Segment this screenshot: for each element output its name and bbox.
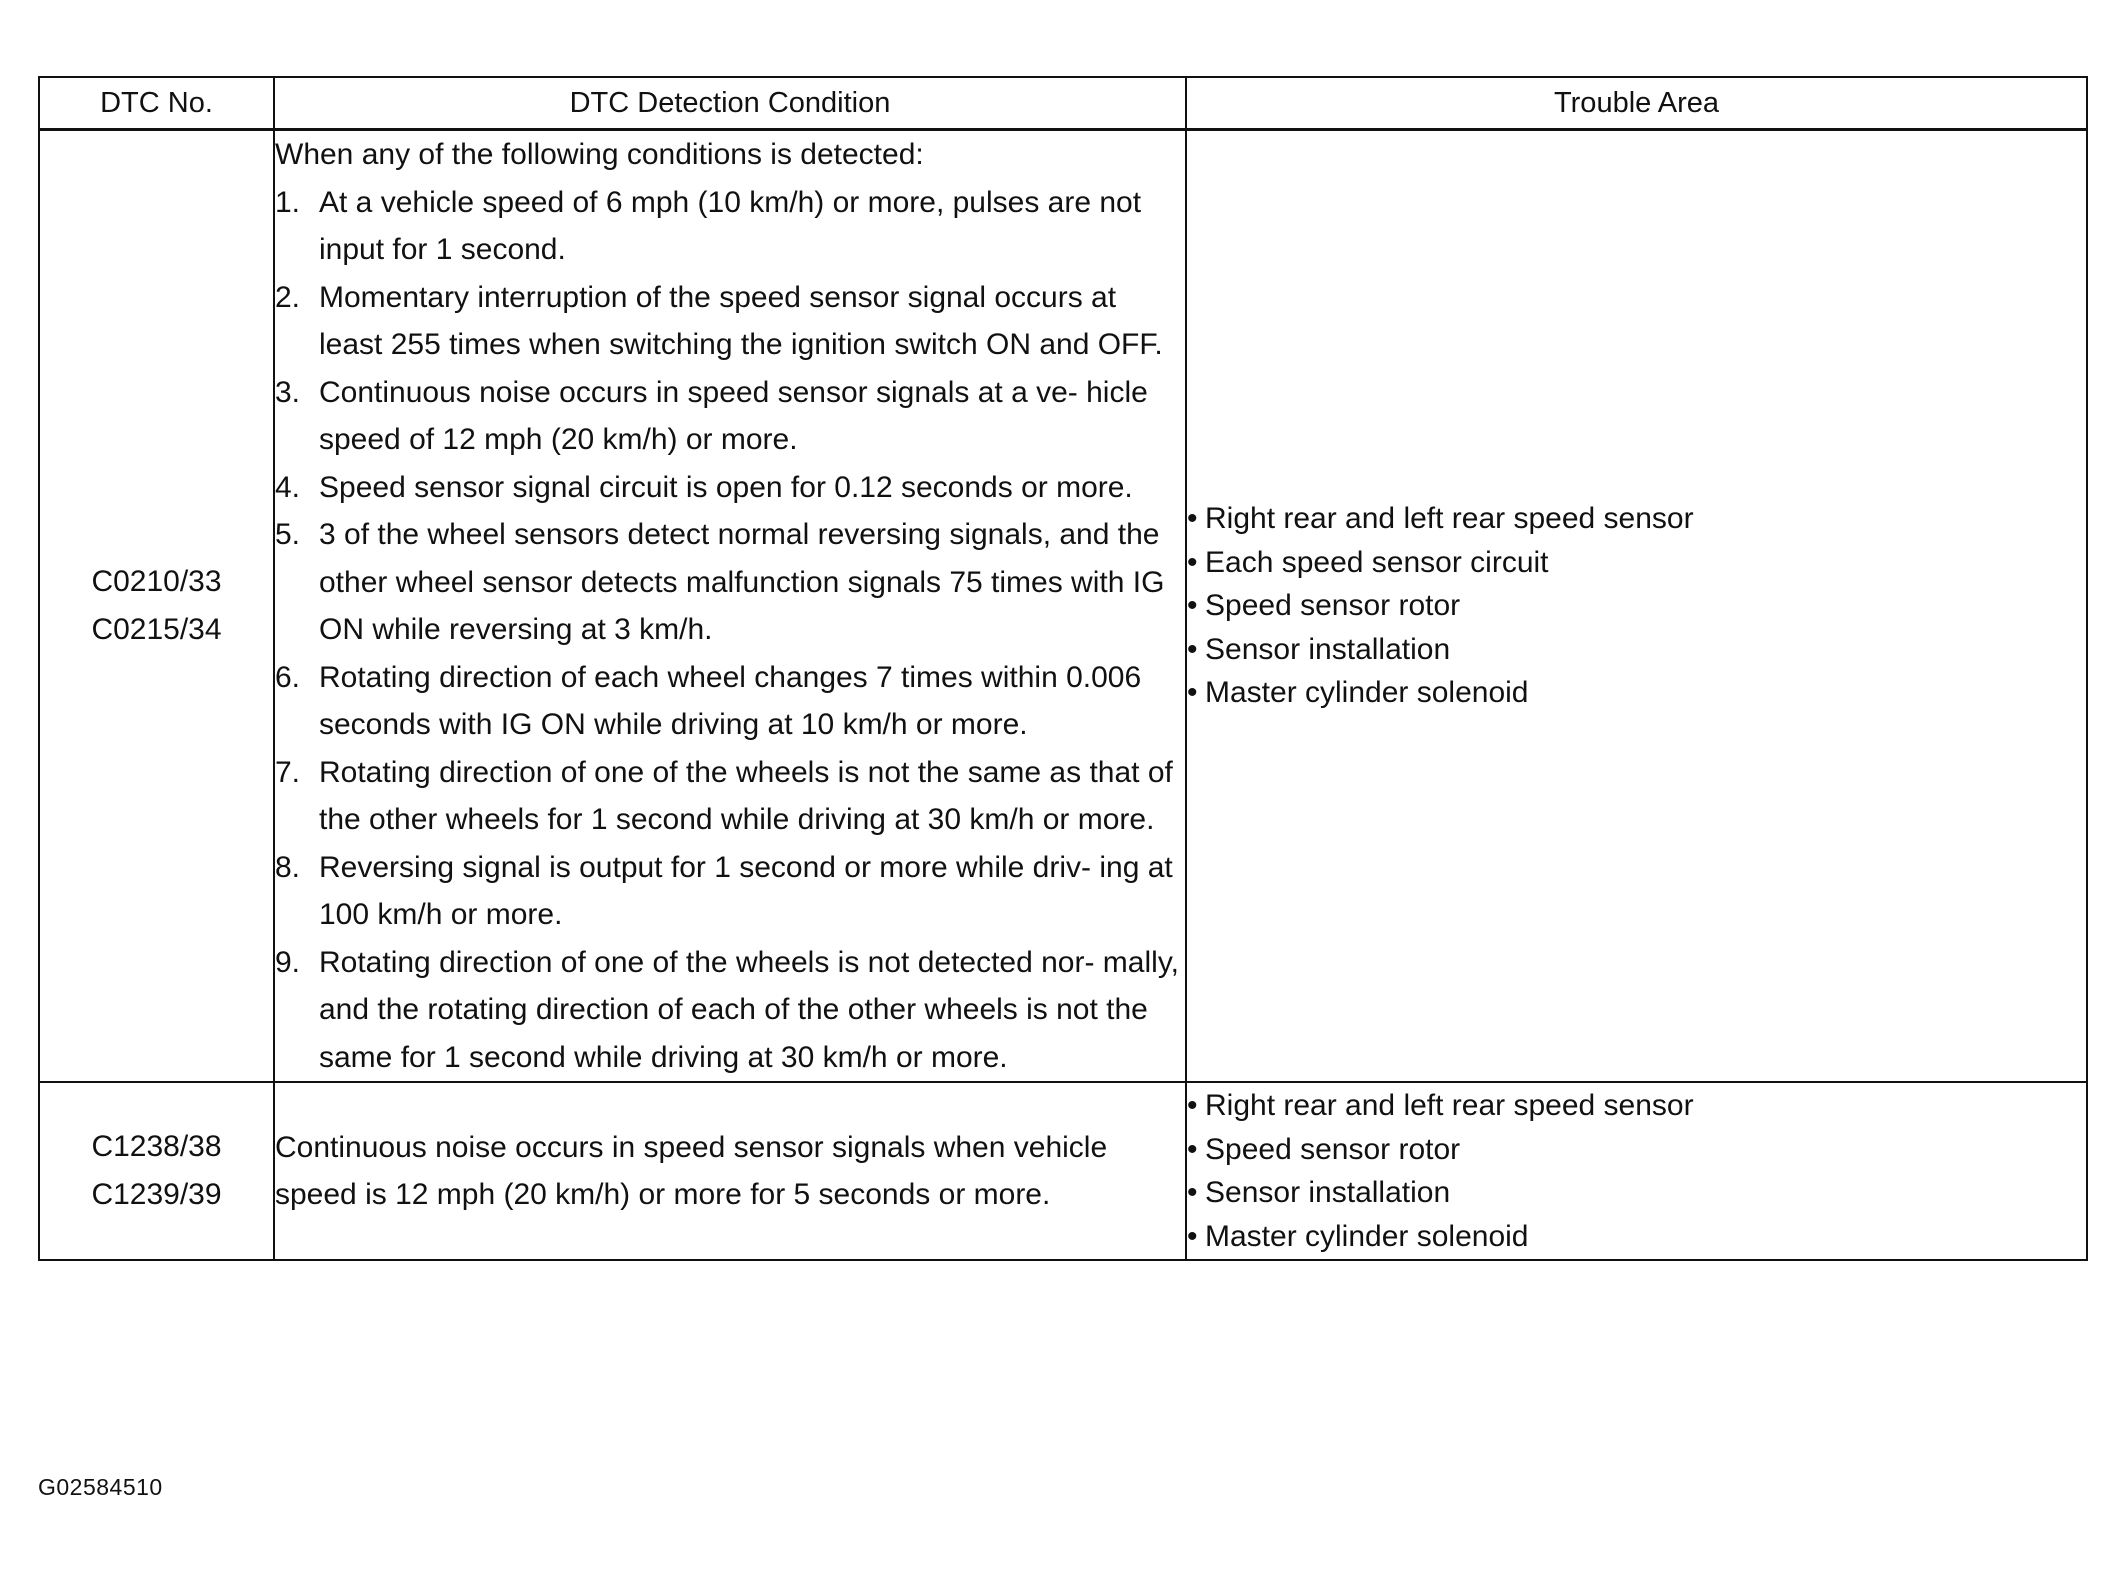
list-item bbox=[275, 274, 1185, 369]
list-item-text: At a vehicle speed of 6 mph (10 km/h) or more, pulses are not input for 1 second. bbox=[319, 185, 1142, 266]
figure-id: G02584510 bbox=[38, 1474, 163, 1500]
list-item-number: 4. bbox=[275, 470, 301, 504]
header-detection-condition: DTC Detection Condition bbox=[274, 77, 1186, 130]
list-item-number: 7. bbox=[275, 755, 301, 789]
dtc-code: C1238/38 bbox=[91, 1130, 222, 1163]
list-item-text: Rotating direction of one of the wheels is not the same as that of the other wheels for 1 second while driving at 30 km/h or more. bbox=[319, 755, 1173, 836]
list-item-number: 5. bbox=[275, 518, 301, 551]
trouble-area-item: • Master cylinder solenoid bbox=[1187, 1215, 2086, 1259]
trouble-area-item: • Speed sensor rotor bbox=[1187, 584, 2086, 628]
list-item bbox=[275, 749, 1185, 844]
trouble-area-item: • Sensor installation bbox=[1187, 628, 2086, 672]
list-item-number: 8. bbox=[275, 850, 301, 884]
trouble-area-item: • Master cylinder solenoid bbox=[1187, 671, 2086, 715]
list-item-text: Speed sensor signal circuit is open for 0.12 seconds or more. bbox=[319, 470, 1133, 504]
list-item-text: Momentary interruption of the speed sensor signal occurs at least 255 times when switching the ignition switch ON and OFF. bbox=[319, 280, 1163, 361]
detection-condition-cell: Continuous noise occurs in speed sensor signals when vehicle speed is 12 mph (20 km/h) or more for 5 seconds or more. bbox=[274, 1082, 1186, 1260]
list-item-text: Rotating direction of one of the wheels is not detected nor- mally, and the rotating direction of each of the other wheels is not the same for 1 second while driving at 30 km/h or more. bbox=[319, 945, 1179, 1074]
list-item bbox=[275, 654, 1185, 749]
trouble-area-item: • Right rear and left rear speed sensor bbox=[1187, 497, 2086, 541]
header-trouble-area: Trouble Area bbox=[1186, 77, 2087, 130]
list-item bbox=[275, 369, 1185, 464]
list-item-number: 2. bbox=[275, 280, 301, 314]
list-item-number: 6. bbox=[275, 660, 301, 694]
dtc-table-container bbox=[38, 76, 2086, 1261]
list-item-text: Reversing signal is output for 1 second or more while driv- ing at 100 km/h or more. bbox=[319, 850, 1173, 931]
trouble-area-item: • Speed sensor rotor bbox=[1187, 1128, 2086, 1172]
trouble-area-item: • Right rear and left rear speed sensor bbox=[1187, 1084, 2086, 1128]
dtc-table bbox=[38, 76, 2088, 1261]
trouble-area-list bbox=[1187, 497, 2086, 715]
list-item-text: Rotating direction of each wheel changes 7 times within 0.006 seconds with IG ON while driving at 10 km/h or more. bbox=[319, 660, 1142, 741]
list-item bbox=[275, 179, 1185, 274]
list-item bbox=[275, 844, 1185, 939]
table-row bbox=[39, 1082, 2087, 1260]
table-row bbox=[39, 130, 2087, 1083]
dtc-code-cell bbox=[39, 1082, 274, 1260]
dtc-code: C1239/39 bbox=[91, 1178, 222, 1211]
list-item bbox=[275, 511, 1185, 654]
table-header-row bbox=[39, 77, 2087, 130]
trouble-area-cell bbox=[1186, 1082, 2087, 1260]
header-dtc-no: DTC No. bbox=[39, 77, 274, 130]
list-item-number: 3. bbox=[275, 375, 301, 409]
list-item-text: Continuous noise occurs in speed sensor signals at a ve- hicle speed of 12 mph (20 km/h) or more. bbox=[319, 375, 1148, 456]
list-item-number: 9. bbox=[275, 945, 301, 979]
trouble-area-item: • Each speed sensor circuit bbox=[1187, 541, 2086, 585]
detection-condition-cell bbox=[274, 130, 1186, 1083]
condition-list bbox=[275, 179, 1185, 1082]
trouble-area-list bbox=[1187, 1084, 2086, 1258]
trouble-area-item: • Sensor installation bbox=[1187, 1171, 2086, 1215]
dtc-code: C0215/34 bbox=[91, 613, 222, 646]
condition-intro: When any of the following conditions is detected: bbox=[275, 138, 924, 171]
dtc-code-cell bbox=[39, 130, 274, 1083]
list-item bbox=[275, 939, 1185, 1082]
dtc-code: C0210/33 bbox=[91, 565, 222, 598]
list-item-text: 3 of the wheel sensors detect normal reversing signals, and the other wheel sensor detects malfunction signals 75 times with IG ON while reversing at 3 km/h. bbox=[319, 518, 1165, 646]
list-item bbox=[275, 464, 1185, 512]
list-item-number: 1. bbox=[275, 185, 301, 219]
trouble-area-cell bbox=[1186, 130, 2087, 1083]
